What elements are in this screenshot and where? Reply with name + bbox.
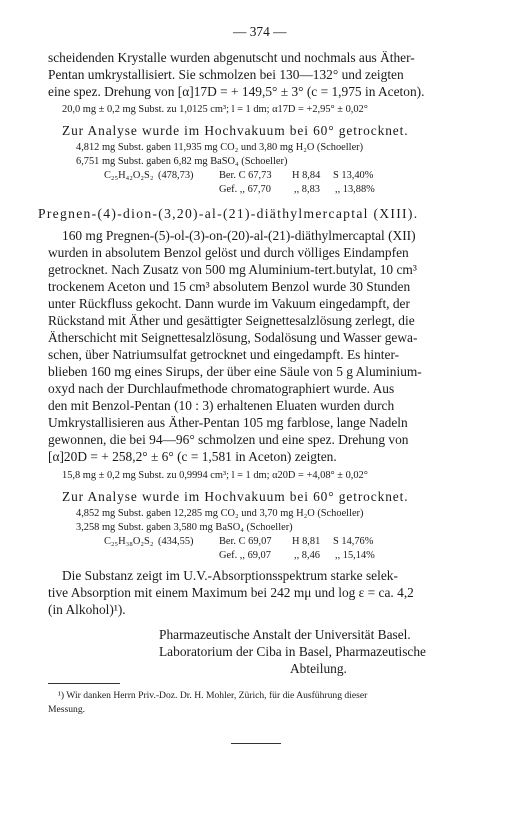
body-line: wurden in absolutem Benzol gelöst und durch völliges Eindampfen <box>48 245 409 260</box>
body-line: schen, über Natriumsulfat getrocknet und eingedampft. Es hinter- <box>48 347 400 362</box>
body-line: Umkrystallisieren aus Äther-Pentan 105 mg farblose, lange Nadeln <box>48 415 408 430</box>
found-values: Gef. ,, 69,07 ,, 8,46 ,, 15,14% <box>219 550 375 561</box>
end-rule <box>231 743 281 744</box>
footnote-line: Messung. <box>48 704 86 715</box>
drying-note: Zur Analyse wurde im Hochvakuum bei 60° getrocknet. <box>62 123 409 138</box>
body-line: Die Substanz zeigt im U.V.-Absorptionsspektrum starke selek- <box>62 568 398 583</box>
body-line: blieben 160 mg eines Sirups, der über eine Säule von 5 g Aluminium- <box>48 364 422 379</box>
analysis-line: 3,258 mg Subst. gaben 3,580 mg BaSO₄ (Schoeller) <box>76 522 293 533</box>
body-line: den mit Benzol-Pentan (10 : 3) erhaltenen Eluaten wurden durch <box>48 398 395 413</box>
body-line: eine spez. Drehung von [α]17D = + 149,5° ± 3° (c = 1,975 in Aceton). <box>48 84 425 99</box>
rotation-measurement: 15,8 mg ± 0,2 mg Subst. zu 0,9994 cm³; l = 1 dm; α20D = +4,08° ± 0,02° <box>62 470 368 481</box>
page-number: — 374 — <box>233 24 287 39</box>
affiliation-line: Laboratorium der Ciba in Basel, Pharmazeutische <box>159 644 426 659</box>
body-line: trockenem Aceton und 15 cm³ absolutem Benzol wurde 30 Stunden <box>48 279 411 294</box>
analysis-line: 6,751 mg Subst. gaben 6,82 mg BaSO₄ (Schoeller) <box>76 156 288 167</box>
found-values: Gef. ,, 67,70 ,, 8,83 ,, 13,88% <box>219 184 375 195</box>
body-line: 160 mg Pregnen-(5)-ol-(3)-on-(20)-al-(21)-diäthylmercaptal (XII) <box>62 228 416 243</box>
calculated-values: C₂₅H₄₂O₂S₂ (478,73) Ber. C 67,73 H 8,84 S 13,40% <box>104 170 374 181</box>
body-line: Pentan umkrystallisiert. Sie schmolzen bei 130—132° und zeigten <box>48 67 404 82</box>
drying-note: Zur Analyse wurde im Hochvakuum bei 60° getrocknet. <box>62 489 409 504</box>
body-line: oxyd nach der Durchlaufmethode chromatographiert wurde. Aus <box>48 381 395 396</box>
affiliation-line: Pharmazeutische Anstalt der Universität Basel. <box>159 627 411 642</box>
analysis-line: 4,852 mg Subst. gaben 12,285 mg CO₂ und 3,70 mg H₂O (Schoeller) <box>76 508 364 519</box>
affiliation-line: Abteilung. <box>290 661 347 676</box>
body-line: (in Alkohol)¹). <box>48 602 126 617</box>
body-line: gewonnen, die bei 94—96° schmolzen und eine spez. Drehung von <box>48 432 409 447</box>
rotation-measurement: 20,0 mg ± 0,2 mg Subst. zu 1,0125 cm³; l = 1 dm; α17D = +2,95° ± 0,02° <box>62 104 368 115</box>
body-line: tive Absorption mit einem Maximum bei 242 mμ und log ε = ca. 4,2 <box>48 585 414 600</box>
body-line: unter Rückfluss gekocht. Dann wurde im Vakuum eingedampft, der <box>48 296 410 311</box>
footnote-rule <box>48 683 120 684</box>
section-heading: Pregnen-(4)-dion-(3,20)-al-(21)-diäthylmercaptal (XIII). <box>38 206 419 221</box>
body-line: Rückstand mit Äther und gesättigter Seignettesalzlösung zerlegt, die <box>48 313 415 328</box>
analysis-line: 4,812 mg Subst. gaben 11,935 mg CO₂ und 3,80 mg H₂O (Schoeller) <box>76 142 364 153</box>
body-line: [α]20D = + 258,2° ± 6° (c = 1,581 in Aceton) zeigten. <box>48 449 337 464</box>
calculated-values: C₂₅H₃₈O₂S₂ (434,55) Ber. C 69,07 H 8,81 S 14,76% <box>104 536 374 547</box>
body-line: scheidenden Krystalle wurden abgenutscht und nochmals aus Äther- <box>48 50 415 65</box>
body-line: getrocknet. Nach Zusatz von 500 mg Aluminium-tert.butylat, 10 cm³ <box>48 262 417 277</box>
body-line: Ätherschicht mit Seignettesalzlösung, Sodalösung und Wasser gewa- <box>48 330 418 345</box>
footnote-line: ¹) Wir danken Herrn Priv.-Doz. Dr. H. Mohler, Zürich, für die Ausführung dieser <box>58 690 368 701</box>
